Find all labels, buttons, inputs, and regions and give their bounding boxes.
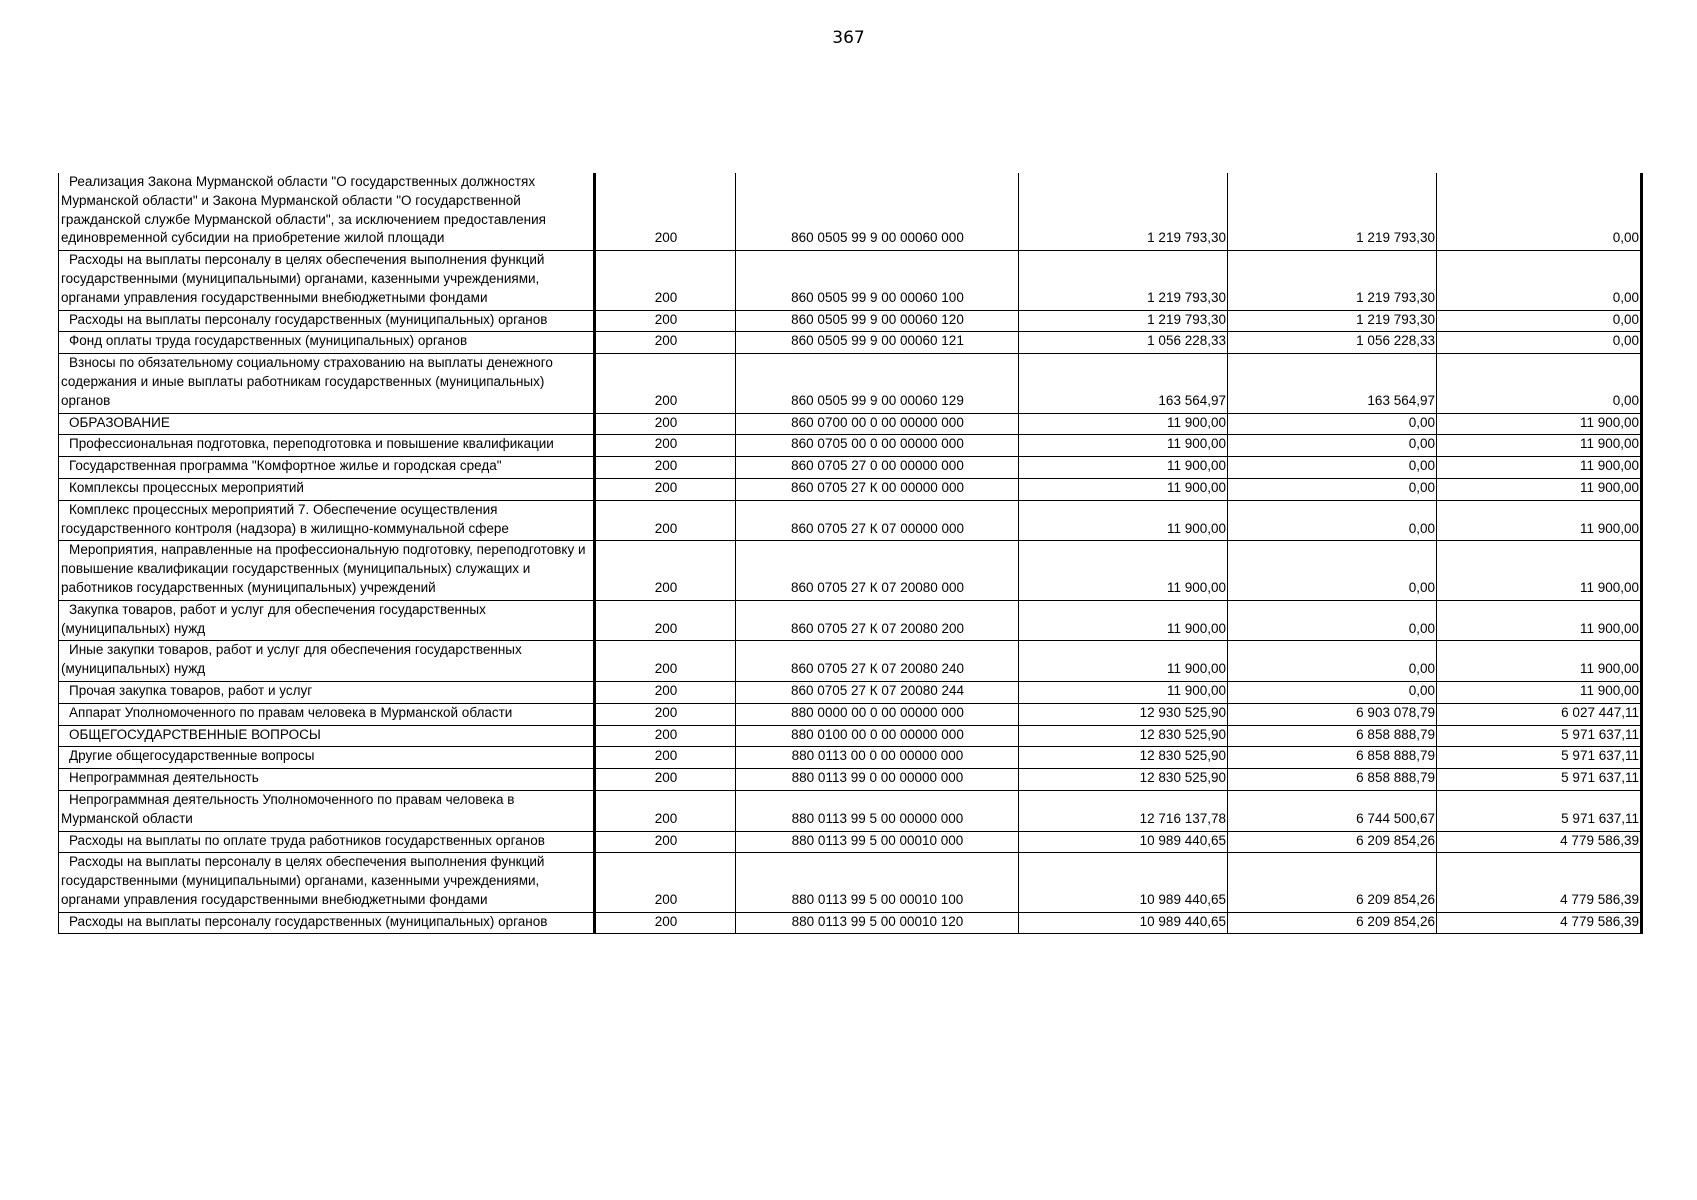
- budget-classification-code-cell: 860 0505 99 9 00 00060 100: [736, 251, 1019, 310]
- table-row: [59, 500, 1642, 541]
- expense-name: Расходы на выплаты персоналу в целях обеспечения выполнения функций государственными (муниципальными) органами, казенными учреждениями, органами управления государственными внебюджетными фондами: [61, 854, 545, 907]
- budget-classification-code-cell: 880 0100 00 0 00 00000 000: [736, 725, 1019, 747]
- admin-code-cell: 200: [595, 725, 736, 747]
- table-row: [59, 413, 1642, 435]
- amount-regional-cell: 11 900,00: [1437, 600, 1642, 641]
- amount-total-cell: 10 989 440,65: [1019, 912, 1228, 934]
- amount-regional-cell: 11 900,00: [1437, 500, 1642, 541]
- expense-name-cell: [59, 703, 595, 725]
- expense-name: Аппарат Уполномоченного по правам человека в Мурманской области: [69, 704, 513, 720]
- table-row: [59, 457, 1642, 479]
- admin-code-cell: 200: [595, 500, 736, 541]
- expense-name-cell: [59, 681, 595, 703]
- amount-total-cell: 12 716 137,78: [1019, 790, 1228, 831]
- budget-classification-code-cell: 860 0705 27 К 07 20080 200: [736, 600, 1019, 641]
- amount-federal-cell: 0,00: [1228, 500, 1437, 541]
- budget-classification-code-cell: 860 0505 99 9 00 00060 121: [736, 332, 1019, 354]
- table-row: [59, 332, 1642, 354]
- table-row: [59, 435, 1642, 457]
- amount-regional-cell: 0,00: [1437, 251, 1642, 310]
- amount-total-cell: 11 900,00: [1019, 641, 1228, 682]
- budget-classification-code-cell: 860 0505 99 9 00 00060 120: [736, 310, 1019, 332]
- amount-regional-cell: 5 971 637,11: [1437, 747, 1642, 769]
- table-row: [59, 790, 1642, 831]
- expense-name-cell: [59, 251, 595, 310]
- table-row: [59, 769, 1642, 791]
- budget-classification-code-cell: 860 0705 27 К 07 20080 244: [736, 681, 1019, 703]
- budget-classification-code-cell: 860 0505 99 9 00 00060 000: [736, 173, 1019, 251]
- admin-code-cell: 200: [595, 413, 736, 435]
- budget-classification-code-cell: 880 0000 00 0 00 00000 000: [736, 703, 1019, 725]
- admin-code-cell: 200: [595, 681, 736, 703]
- amount-regional-cell: 6 027 447,11: [1437, 703, 1642, 725]
- expense-name-cell: [59, 769, 595, 791]
- table-row: [59, 541, 1642, 600]
- admin-code-cell: 200: [595, 541, 736, 600]
- expense-name-cell: [59, 173, 595, 251]
- admin-code-cell: 200: [595, 912, 736, 934]
- amount-total-cell: 11 900,00: [1019, 600, 1228, 641]
- amount-total-cell: 12 830 525,90: [1019, 769, 1228, 791]
- budget-classification-code-cell: 860 0505 99 9 00 00060 129: [736, 354, 1019, 413]
- amount-federal-cell: 6 209 854,26: [1228, 912, 1437, 934]
- amount-total-cell: 11 900,00: [1019, 413, 1228, 435]
- budget-classification-code-cell: 860 0705 27 К 07 00000 000: [736, 500, 1019, 541]
- budget-classification-code-cell: 880 0113 99 0 00 00000 000: [736, 769, 1019, 791]
- table-row: [59, 478, 1642, 500]
- amount-regional-cell: 11 900,00: [1437, 681, 1642, 703]
- admin-code-cell: 200: [595, 600, 736, 641]
- admin-code-cell: 200: [595, 173, 736, 251]
- table-row: [59, 831, 1642, 853]
- amount-regional-cell: 0,00: [1437, 310, 1642, 332]
- expense-name: Мероприятия, направленные на профессиональную подготовку, переподготовку и повышение квалификации государственных (муниципальных) служащих и работников государственных (муниципальных) учреждений: [61, 542, 586, 595]
- table-row: [59, 251, 1642, 310]
- amount-regional-cell: 11 900,00: [1437, 457, 1642, 479]
- amount-federal-cell: 0,00: [1228, 681, 1437, 703]
- budget-classification-code-cell: 880 0113 99 5 00 00010 100: [736, 853, 1019, 912]
- amount-regional-cell: 11 900,00: [1437, 413, 1642, 435]
- expense-name-cell: [59, 747, 595, 769]
- budget-classification-code-cell: 860 0705 00 0 00 00000 000: [736, 435, 1019, 457]
- amount-federal-cell: 0,00: [1228, 600, 1437, 641]
- budget-classification-code-cell: 880 0113 99 5 00 00000 000: [736, 790, 1019, 831]
- budget-classification-code-cell: 860 0705 27 К 07 20080 000: [736, 541, 1019, 600]
- amount-federal-cell: 6 858 888,79: [1228, 769, 1437, 791]
- amount-total-cell: 10 989 440,65: [1019, 831, 1228, 853]
- expense-name-cell: [59, 310, 595, 332]
- expense-name: ОБЩЕГОСУДАРСТВЕННЫЕ ВОПРОСЫ: [69, 726, 321, 742]
- amount-federal-cell: 0,00: [1228, 413, 1437, 435]
- table-row: [59, 703, 1642, 725]
- expense-name-cell: [59, 831, 595, 853]
- admin-code-cell: 200: [595, 435, 736, 457]
- amount-federal-cell: 0,00: [1228, 478, 1437, 500]
- expense-name: Реализация Закона Мурманской области "О государственных должностях Мурманской области" и Закона Мурманской области "О государственной гражданской службе Мурманской области", за исключением предоставления единовременной субсидии на приобретение жилой площади: [61, 174, 546, 246]
- amount-total-cell: 10 989 440,65: [1019, 853, 1228, 912]
- admin-code-cell: 200: [595, 251, 736, 310]
- expense-name-cell: [59, 912, 595, 934]
- amount-federal-cell: 1 056 228,33: [1228, 332, 1437, 354]
- amount-regional-cell: 11 900,00: [1437, 641, 1642, 682]
- amount-total-cell: 1 056 228,33: [1019, 332, 1228, 354]
- expense-name: Закупка товаров, работ и услуг для обеспечения государственных (муниципальных) нужд: [61, 601, 486, 636]
- admin-code-cell: 200: [595, 478, 736, 500]
- amount-federal-cell: 1 219 793,30: [1228, 310, 1437, 332]
- expense-name-cell: [59, 853, 595, 912]
- amount-federal-cell: 6 858 888,79: [1228, 747, 1437, 769]
- amount-federal-cell: 1 219 793,30: [1228, 173, 1437, 251]
- expense-name: Государственная программа "Комфортное жилье и городская среда": [69, 458, 502, 474]
- expense-name-cell: [59, 332, 595, 354]
- amount-regional-cell: 11 900,00: [1437, 435, 1642, 457]
- admin-code-cell: 200: [595, 354, 736, 413]
- table-row: [59, 600, 1642, 641]
- table-row: [59, 853, 1642, 912]
- expense-name-cell: [59, 457, 595, 479]
- admin-code-cell: 200: [595, 747, 736, 769]
- expense-name-cell: [59, 641, 595, 682]
- expense-name-cell: [59, 500, 595, 541]
- amount-federal-cell: 6 209 854,26: [1228, 831, 1437, 853]
- amount-federal-cell: 0,00: [1228, 541, 1437, 600]
- expense-name: Прочая закупка товаров, работ и услуг: [69, 682, 313, 698]
- amount-total-cell: 163 564,97: [1019, 354, 1228, 413]
- table-row: [59, 310, 1642, 332]
- expense-name: Расходы на выплаты персоналу в целях обеспечения выполнения функций государственными (муниципальными) органами, казенными учреждениями, органами управления государственными внебюджетными фондами: [61, 252, 545, 305]
- expense-name: Профессиональная подготовка, переподготовка и повышение квалификации: [69, 436, 554, 452]
- expense-name: Другие общегосударственные вопросы: [69, 748, 315, 764]
- amount-total-cell: 11 900,00: [1019, 478, 1228, 500]
- amount-federal-cell: 163 564,97: [1228, 354, 1437, 413]
- table-row: [59, 725, 1642, 747]
- amount-total-cell: 11 900,00: [1019, 681, 1228, 703]
- amount-federal-cell: 6 903 078,79: [1228, 703, 1437, 725]
- admin-code-cell: 200: [595, 641, 736, 682]
- table-row: [59, 747, 1642, 769]
- expense-name: Комплекс процессных мероприятий 7. Обеспечение осуществления государственного контроля (надзора) в жилищно-коммунальной сфере: [61, 501, 509, 536]
- amount-total-cell: 11 900,00: [1019, 435, 1228, 457]
- expense-name: Расходы на выплаты по оплате труда работников государственных органов: [69, 832, 545, 848]
- amount-regional-cell: 5 971 637,11: [1437, 769, 1642, 791]
- amount-regional-cell: 11 900,00: [1437, 541, 1642, 600]
- amount-regional-cell: 0,00: [1437, 354, 1642, 413]
- expense-name-cell: [59, 790, 595, 831]
- amount-total-cell: 11 900,00: [1019, 541, 1228, 600]
- budget-table-body: [59, 173, 1642, 934]
- expense-name-cell: [59, 600, 595, 641]
- table-row: [59, 641, 1642, 682]
- amount-federal-cell: 0,00: [1228, 457, 1437, 479]
- budget-classification-code-cell: 880 0113 00 0 00 00000 000: [736, 747, 1019, 769]
- amount-regional-cell: 5 971 637,11: [1437, 790, 1642, 831]
- amount-regional-cell: 0,00: [1437, 173, 1642, 251]
- expense-name-cell: [59, 354, 595, 413]
- amount-regional-cell: 4 779 586,39: [1437, 853, 1642, 912]
- expense-name: Непрограммная деятельность: [69, 770, 259, 786]
- admin-code-cell: 200: [595, 310, 736, 332]
- amount-regional-cell: 0,00: [1437, 332, 1642, 354]
- admin-code-cell: 200: [595, 853, 736, 912]
- amount-total-cell: 1 219 793,30: [1019, 173, 1228, 251]
- amount-total-cell: 12 930 525,90: [1019, 703, 1228, 725]
- amount-federal-cell: 6 209 854,26: [1228, 853, 1437, 912]
- admin-code-cell: 200: [595, 769, 736, 791]
- amount-federal-cell: 0,00: [1228, 435, 1437, 457]
- expense-name-cell: [59, 435, 595, 457]
- budget-classification-code-cell: 880 0113 99 5 00 00010 000: [736, 831, 1019, 853]
- budget-classification-code-cell: 860 0705 27 К 07 20080 240: [736, 641, 1019, 682]
- expense-name: Непрограммная деятельность Уполномоченного по правам человека в Мурманской области: [61, 791, 515, 826]
- table-row: [59, 354, 1642, 413]
- page-number: 367: [832, 28, 865, 48]
- budget-classification-code-cell: 860 0705 27 К 00 00000 000: [736, 478, 1019, 500]
- expense-name: Фонд оплаты труда государственных (муниципальных) органов: [69, 333, 468, 349]
- amount-federal-cell: 6 858 888,79: [1228, 725, 1437, 747]
- expense-name-cell: [59, 725, 595, 747]
- amount-total-cell: 11 900,00: [1019, 457, 1228, 479]
- expense-name-cell: [59, 478, 595, 500]
- expense-name: Комплексы процессных мероприятий: [69, 479, 304, 495]
- admin-code-cell: 200: [595, 790, 736, 831]
- amount-total-cell: 11 900,00: [1019, 500, 1228, 541]
- table-row: [59, 912, 1642, 934]
- budget-classification-code-cell: 880 0113 99 5 00 00010 120: [736, 912, 1019, 934]
- budget-classification-code-cell: 860 0705 27 0 00 00000 000: [736, 457, 1019, 479]
- expense-name: Взносы по обязательному социальному страхованию на выплаты денежного содержания и иные выплаты работникам государственных (муниципальных) органов: [61, 355, 553, 408]
- expense-name: Расходы на выплаты персоналу государственных (муниципальных) органов: [69, 913, 548, 929]
- amount-regional-cell: 4 779 586,39: [1437, 912, 1642, 934]
- amount-regional-cell: 4 779 586,39: [1437, 831, 1642, 853]
- admin-code-cell: 200: [595, 703, 736, 725]
- budget-classification-code-cell: 860 0700 00 0 00 00000 000: [736, 413, 1019, 435]
- amount-regional-cell: 5 971 637,11: [1437, 725, 1642, 747]
- admin-code-cell: 200: [595, 831, 736, 853]
- amount-total-cell: 1 219 793,30: [1019, 251, 1228, 310]
- expense-name: ОБРАЗОВАНИЕ: [69, 414, 170, 430]
- amount-federal-cell: 0,00: [1228, 641, 1437, 682]
- amount-total-cell: 1 219 793,30: [1019, 310, 1228, 332]
- budget-table: [58, 173, 1643, 934]
- amount-federal-cell: 1 219 793,30: [1228, 251, 1437, 310]
- expense-name-cell: [59, 413, 595, 435]
- amount-total-cell: 12 830 525,90: [1019, 725, 1228, 747]
- table-row: [59, 681, 1642, 703]
- amount-federal-cell: 6 744 500,67: [1228, 790, 1437, 831]
- expense-name: Расходы на выплаты персоналу государственных (муниципальных) органов: [69, 311, 548, 327]
- admin-code-cell: 200: [595, 332, 736, 354]
- expense-name: Иные закупки товаров, работ и услуг для обеспечения государственных (муниципальных) нужд: [61, 642, 522, 677]
- admin-code-cell: 200: [595, 457, 736, 479]
- amount-total-cell: 12 830 525,90: [1019, 747, 1228, 769]
- table-row: [59, 173, 1642, 251]
- expense-name-cell: [59, 541, 595, 600]
- amount-regional-cell: 11 900,00: [1437, 478, 1642, 500]
